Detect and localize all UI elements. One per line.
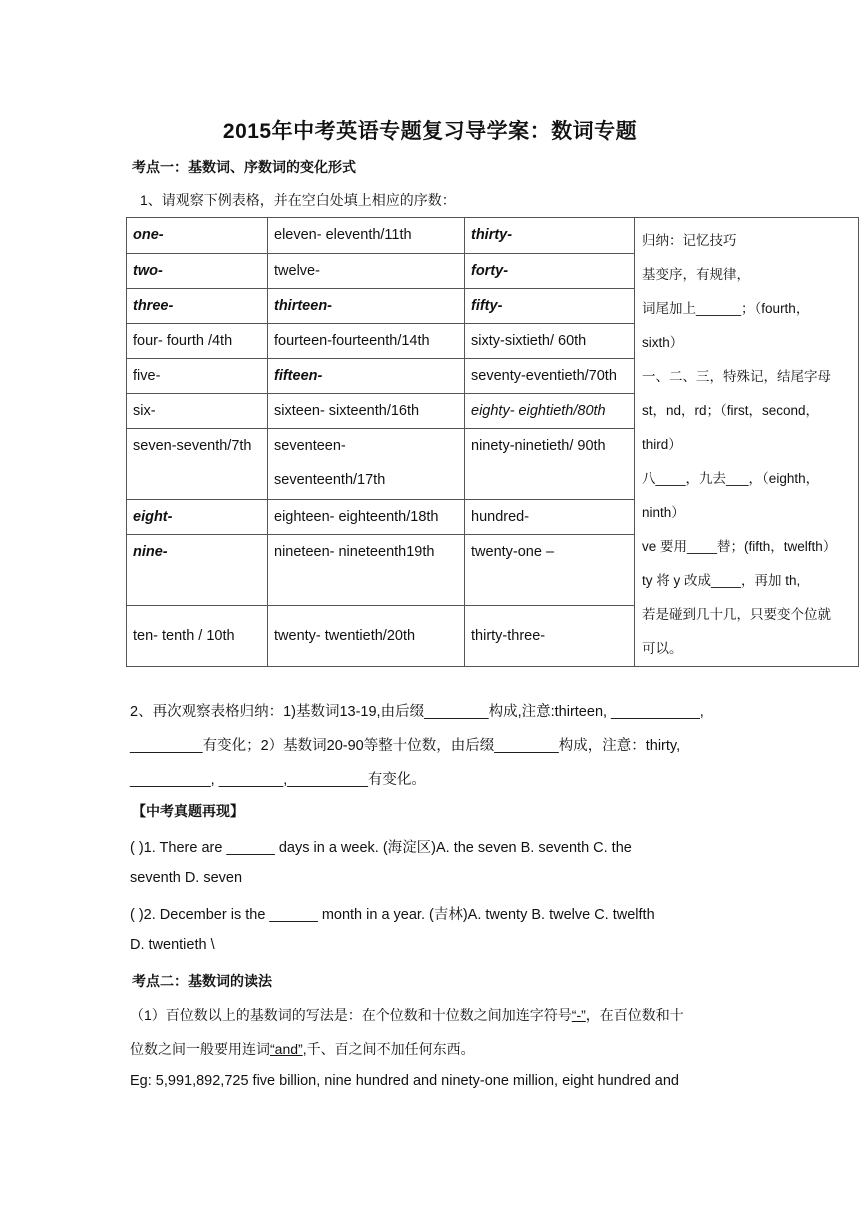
cell: sixty-sixtieth/ 60th	[465, 324, 635, 359]
example-line: Eg: 5,991,892,725 five billion, nine hundred and ninety-one million, eight hundred and	[130, 1073, 679, 1089]
cell-line: seventeenth/17th	[274, 472, 386, 489]
tip-line: ve 要用____替；(fifth，twelfth）	[642, 539, 837, 554]
cell: ninety-ninetieth/ 90th	[465, 429, 635, 499]
cell: nine-	[127, 535, 268, 605]
cell: thirteen-	[268, 289, 465, 324]
cell: thirty-three-	[465, 605, 635, 666]
tip-line: 可以。	[642, 641, 683, 656]
and-word: “and”	[270, 1041, 303, 1057]
point1-instruction: 1、请观察下例表格，并在空白处填上相应的序数：	[140, 192, 456, 208]
cell: twenty- twentieth/20th	[268, 605, 465, 666]
point2-heading: 考点二：基数词的读法	[132, 973, 272, 989]
cell: two-	[127, 253, 268, 289]
tip-line: ty 将 y 改成____，再加 th,	[642, 573, 801, 588]
cell: three-	[127, 289, 268, 324]
cell: forty-	[471, 263, 509, 280]
rule-text: ，在百位数和十	[585, 1007, 684, 1023]
cell: fifty-	[465, 289, 635, 324]
tip-line: st，nd，rd；（first，second，	[642, 403, 820, 418]
tip-line: 若是碰到几十几，只要变个位就	[642, 607, 831, 622]
cell: hundred-	[465, 499, 635, 535]
tip-line: ninth）	[642, 505, 685, 520]
memory-tips	[635, 218, 859, 667]
summary-line: 2、再次观察表格归纳：1)基数词13-19,由后缀________构成,注意:thirteen, ___________,	[130, 704, 704, 720]
cell: four- fourth /4th	[127, 324, 268, 359]
cell: thirty-	[465, 218, 635, 254]
cell: fourteen-fourteenth/14th	[268, 324, 465, 359]
cell: seven-seventh/7th	[127, 429, 268, 499]
rule-line-2	[130, 1039, 475, 1059]
cell: twelve-	[268, 253, 465, 289]
rule-text: ,千、百之间不加任何东西。	[302, 1041, 475, 1057]
rule-line-1	[130, 1005, 684, 1025]
summary-line: _________有变化；2）基数词20-90等整十位数，由后缀________构成，注意：thirty,	[130, 738, 681, 754]
tip-line: 归纳：记忆技巧	[642, 233, 737, 248]
tip-line: 八____，九去___，（eighth，	[642, 471, 820, 486]
cell: eighty- eightieth/80th	[465, 394, 635, 429]
question-2-cont: D. twentieth \	[130, 937, 215, 953]
cell: ten- tenth / 10th	[127, 605, 268, 666]
cell: nineteen- nineteenth19th	[268, 535, 465, 605]
question-1: ( )1. There are ______ days in a week. (海淀区)A. the seven B. seventh C. the	[130, 840, 632, 856]
exam-heading: 【中考真题再现】	[132, 803, 244, 819]
question-2: ( )2. December is the ______ month in a year. (吉林)A. twenty B. twelve C. twelfth	[130, 907, 655, 923]
cell: seventy-eventieth/70th	[465, 358, 635, 394]
cell: eighteen- eighteenth/18th	[268, 499, 465, 535]
tip-line: 基变序，有规律，	[642, 267, 750, 282]
tip-line: sixth）	[642, 335, 684, 350]
numeral-table	[126, 217, 859, 667]
cell: one-	[127, 218, 268, 254]
rule-text: 位数之间一般要用连词	[130, 1041, 270, 1057]
rule-text: （1）百位数以上的基数词的写法是：在个位数和十位数之间加连字符号	[130, 1007, 572, 1023]
cell: eleven- eleventh/11th	[268, 218, 465, 254]
summary-line: __________, ________,__________有变化。	[130, 772, 426, 788]
cell: sixteen- sixteenth/16th	[268, 394, 465, 429]
hyphen-symbol: “-”	[571, 1007, 586, 1023]
question-1-cont: seventh D. seven	[130, 870, 243, 886]
cell: fifteen-	[268, 358, 465, 394]
cell: eight-	[127, 499, 268, 535]
cell: six-	[127, 394, 268, 429]
tip-line: third）	[642, 437, 682, 452]
cell: five-	[127, 358, 268, 394]
cell: twenty-one –	[465, 535, 635, 605]
tip-line: 一、二、三，特殊记，结尾字母	[642, 369, 831, 384]
page-title: 2015年中考英语专题复习导学案：数词专题	[222, 120, 638, 143]
cell-line: seventeen-	[274, 438, 346, 455]
tip-line: 词尾加上______；（fourth，	[642, 301, 810, 316]
point1-heading: 考点一：基数词、序数词的变化形式	[132, 159, 356, 175]
cell	[268, 429, 465, 499]
